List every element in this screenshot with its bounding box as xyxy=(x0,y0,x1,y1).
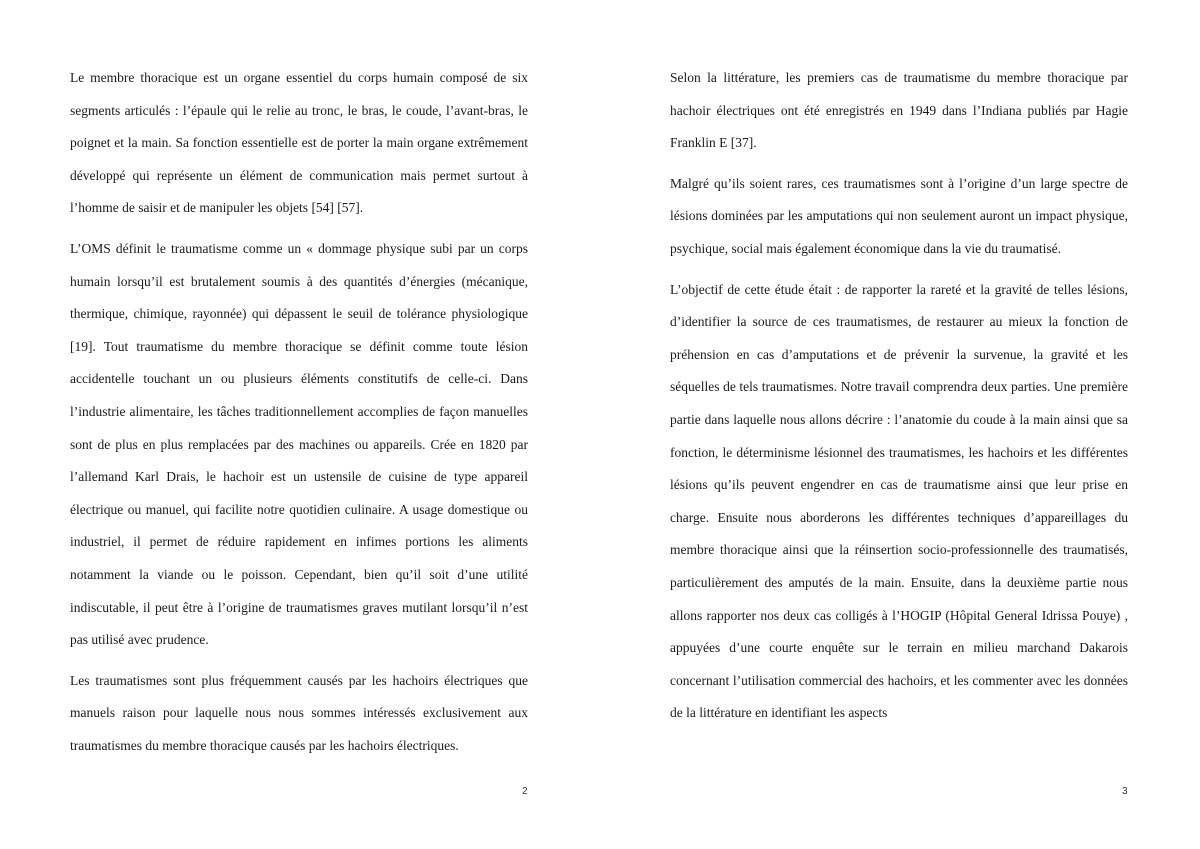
paragraph: Les traumatismes sont plus fréquemment causés par les hachoirs électriques que manuels raison pour laquelle nous nous sommes intéressés exclusivement aux traumatismes du membre thoracique causés par les hachoirs électriques. xyxy=(70,672,528,753)
page-number: 2 xyxy=(522,786,528,797)
text-column xyxy=(670,62,1128,738)
paragraph: L’objectif de cette étude était : de rapporter la rareté et la gravité de telles lésions, d’identifier la source de ces traumatismes, de restaurer au mieux la fonction de préhension en cas d’amputations et de prévenir la survenue, la gravité et les séquelles de tels traumatismes. Notre travail comprendra deux parties. Une première partie dans laquelle nous allons décrire : l’anatomie du coude à la main ainsi que sa fonction, le déterminisme lésionnel des traumatismes, les hachoirs et les différentes lésions qu’ils peuvent engendrer en cas de traumatisme ainsi que leur prise en charge. Ensuite nous aborderons les différentes techniques d’appareillages du membre thoracique ainsi que la réinsertion socio-professionnelle des traumatisés, particulièrement des amputés de la main. Ensuite, dans la deuxième partie nous allons rapporter nos deux cas colligés à l’HOGIP (Hôpital General Idrissa Pouye) , appuyées d’une courte enquête sur le terrain en milieu marchand Dakarois concernant l’utilisation commercial des hachoirs, et les commenter avec les données de la littérature en identifiant les aspects xyxy=(670,281,1128,721)
paragraph: L’OMS définit le traumatisme comme un « dommage physique subi par un corps humain lorsqu’il est brutalement soumis à des quantités d’énergies (mécanique, thermique, chimique, rayonnée) qui dépassent le seuil de tolérance physiologique [19]. Tout traumatisme du membre thoracique se définit comme toute lésion accidentelle touchant un ou plusieurs éléments constitutifs de celle-ci. Dans l’industrie alimentaire, les tâches traditionnellement accomplies de façon manuelles sont de plus en plus remplacées par des machines ou appareils. Crée en 1820 par l’allemand Karl Drais, le hachoir est un ustensile de cuisine de type appareil électrique ou manuel, qui facilite notre quotidien culinaire. A usage domestique ou industriel, il permet de réduire rapidement en infimes portions les aliments notamment la viande ou le poisson. Cependant, bien qu’il soit d’une utilité indiscutable, il peut être à l’origine de traumatismes graves mutilant lorsqu’il n’est pas utilisé avec prudence. xyxy=(70,240,528,648)
text-column xyxy=(70,62,528,770)
paragraph: Selon la littérature, les premiers cas de traumatisme du membre thoracique par hachoir électriques ont été enregistrés en 1949 dans l’Indiana publiés par Hagie Franklin E [37]. xyxy=(670,70,1128,151)
page-number: 3 xyxy=(1122,786,1128,797)
page-3 xyxy=(600,0,1200,849)
paragraph: Le membre thoracique est un organe essentiel du corps humain composé de six segments articulés : l’épaule qui le relie au tronc, le bras, le coude, l’avant-bras, le poignet et la main. Sa fonction essentielle est de porter la main organe extrêmement développé qui représente un élément de communication mais permet surtout à l’homme de saisir et de manipuler les objets [54] [57]. xyxy=(70,70,528,216)
paragraph: Malgré qu’ils soient rares, ces traumatismes sont à l’origine d’un large spectre de lésions dominées par les amputations qui non seulement auront un impact physique, psychique, social mais également économique dans la vie du traumatisé. xyxy=(670,175,1128,256)
